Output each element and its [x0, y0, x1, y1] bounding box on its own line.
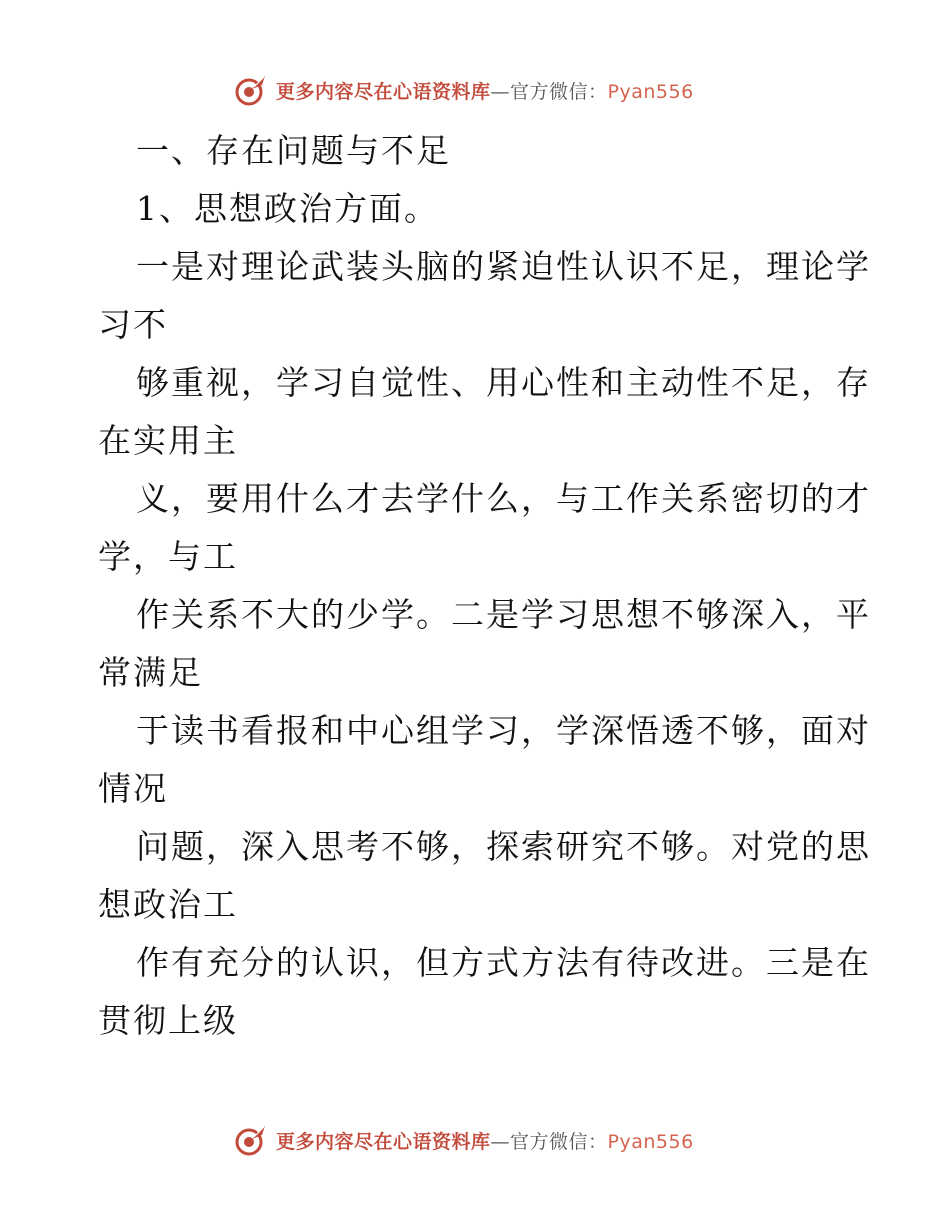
quill-pen-logo-icon — [234, 73, 268, 107]
quill-pen-logo-icon — [234, 1123, 268, 1157]
text-line: 问题，深入思考不够，探索研究不够。对党的思 — [136, 827, 871, 866]
text-line: 在实用主 — [98, 421, 238, 460]
text-line: 一、存在问题与不足 — [136, 131, 451, 170]
text-line: 于读书看报和中心组学习，学深悟透不够，面对 — [136, 711, 871, 750]
text-line: 贯彻上级 — [98, 1001, 238, 1040]
text-line: 学，与工 — [98, 537, 238, 576]
watermark-part3: Pyan556 — [607, 1130, 694, 1153]
text-line: 1、思想政治方面。 — [136, 189, 439, 228]
text-line: 想政治工 — [98, 885, 238, 924]
text-line: 作关系不大的少学。二是学习思想不够深入，平 — [136, 595, 871, 634]
text-line: 义，要用什么才去学什么，与工作关系密切的才 — [136, 479, 871, 518]
watermark-text — [276, 77, 694, 104]
text-line: 情况 — [98, 769, 168, 808]
watermark-part1: 更多内容尽在心语资料库 — [276, 1130, 491, 1153]
text-line: 常满足 — [98, 653, 203, 692]
document-body — [98, 122, 871, 1050]
watermark-part1: 更多内容尽在心语资料库 — [276, 80, 491, 103]
watermark-part2: —官方微信： — [490, 80, 608, 103]
text-line: 一是对理论武装头脑的紧迫性认识不足，理论学 — [136, 247, 871, 286]
watermark-part2: —官方微信： — [490, 1130, 608, 1153]
header-watermark — [234, 70, 754, 110]
footer-watermark — [234, 1120, 754, 1160]
watermark-text — [276, 1127, 694, 1154]
watermark-part3: Pyan556 — [607, 80, 694, 103]
text-line: 作有充分的认识，但方式方法有待改进。三是在 — [136, 943, 871, 982]
text-line: 习不 — [98, 305, 168, 344]
text-line: 够重视，学习自觉性、用心性和主动性不足，存 — [136, 363, 871, 402]
